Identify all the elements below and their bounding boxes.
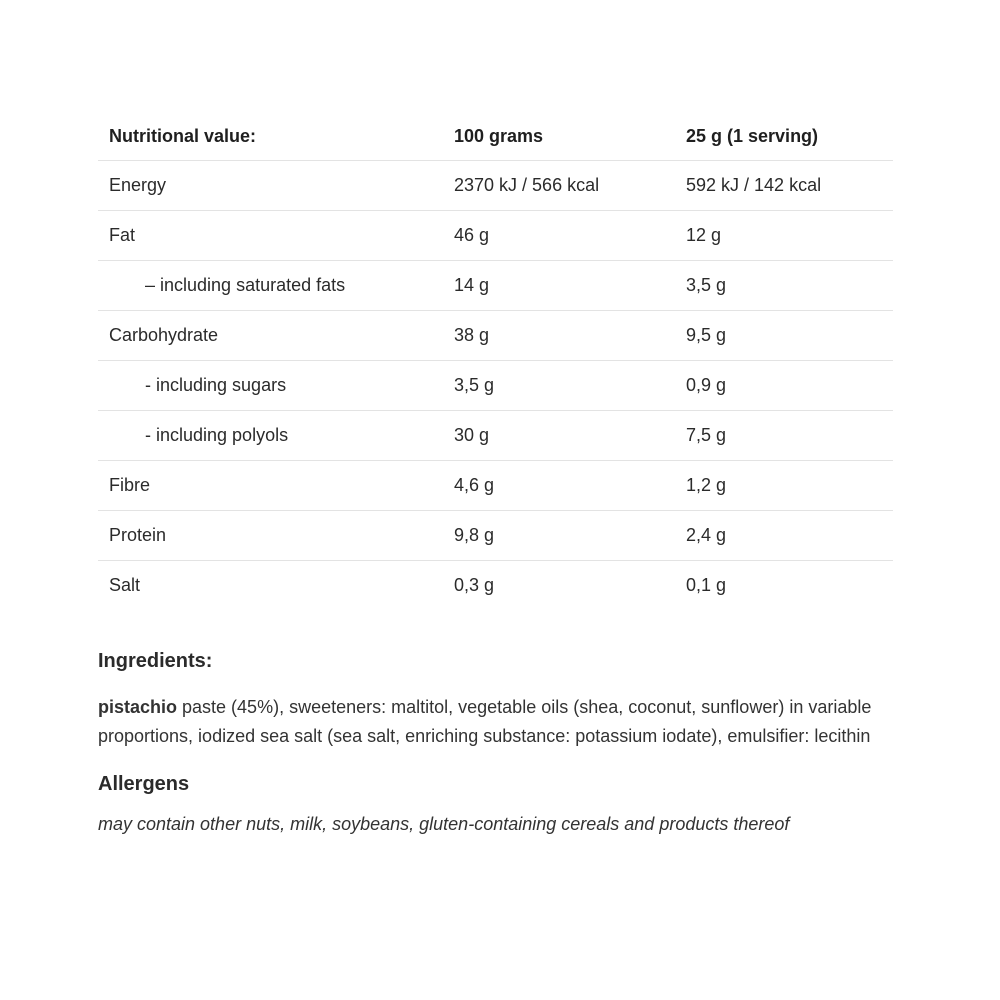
header-serving: 25 g (1 serving) [675, 113, 893, 160]
value-per-serving: 7,5 g [675, 410, 893, 460]
value-per-serving: 12 g [675, 210, 893, 260]
nutrient-name: Salt [109, 574, 141, 595]
ingredients-heading: Ingredients: [98, 650, 213, 672]
table-row [98, 160, 893, 210]
ingredients-text [98, 693, 893, 751]
table-row [98, 260, 893, 310]
table-row [98, 210, 893, 260]
nutrient-name: Fibre [98, 460, 443, 510]
value-per-100g: 14 g [443, 260, 675, 310]
value-per-100g: 4,6 g [443, 460, 675, 510]
value-per-serving: 1,2 g [675, 460, 893, 510]
value-per-serving: 3,5 g [675, 260, 893, 310]
allergens-text: may contain other nuts, milk, soybeans, gluten-containing cereals and products thereof [98, 814, 790, 834]
table-row [98, 360, 893, 410]
value-per-100g: 0,3 g [454, 574, 495, 595]
table-row [98, 560, 893, 610]
nutrient-name: Protein [98, 510, 443, 560]
nutrient-name: - including polyols [98, 410, 443, 460]
table-header-row [98, 113, 893, 160]
ingredients-bold-lead: pistachio [98, 697, 178, 717]
nutrient-name: Energy [98, 160, 443, 210]
value-per-100g: 30 g [443, 410, 675, 460]
nutrition-page [98, 113, 893, 835]
nutrient-name: - including sugars [98, 360, 443, 410]
allergens-heading: Allergens [98, 773, 190, 795]
value-per-serving: 0,9 g [675, 360, 893, 410]
nutrient-name: Fat [98, 210, 443, 260]
value-per-100g: 2370 kJ / 566 kcal [443, 160, 675, 210]
table-row [98, 410, 893, 460]
value-per-serving: 0,1 g [686, 574, 727, 595]
value-per-serving: 2,4 g [675, 510, 893, 560]
table-row [98, 310, 893, 360]
header-nutritional-value: Nutritional value: [98, 113, 443, 160]
value-per-100g: 9,8 g [443, 510, 675, 560]
value-per-100g: 38 g [443, 310, 675, 360]
header-100-grams: 100 grams [443, 113, 675, 160]
value-per-100g: 3,5 g [443, 360, 675, 410]
nutrient-name: Carbohydrate [98, 310, 443, 360]
value-per-100g: 46 g [443, 210, 675, 260]
nutrition-table-body [98, 160, 893, 610]
table-row [98, 510, 893, 560]
table-row [98, 460, 893, 510]
value-per-serving: 592 kJ / 142 kcal [675, 160, 893, 210]
value-per-serving: 9,5 g [675, 310, 893, 360]
ingredients-body: paste (45%), sweeteners: maltitol, vegetable oils (shea, coconut, sunflower) in variable proportions, iodized sea salt (sea salt, enriching substance: potassium iodate), emulsifier: lecithin [98, 697, 872, 746]
nutrient-name: – including saturated fats [98, 260, 443, 310]
nutrition-table [98, 113, 893, 610]
